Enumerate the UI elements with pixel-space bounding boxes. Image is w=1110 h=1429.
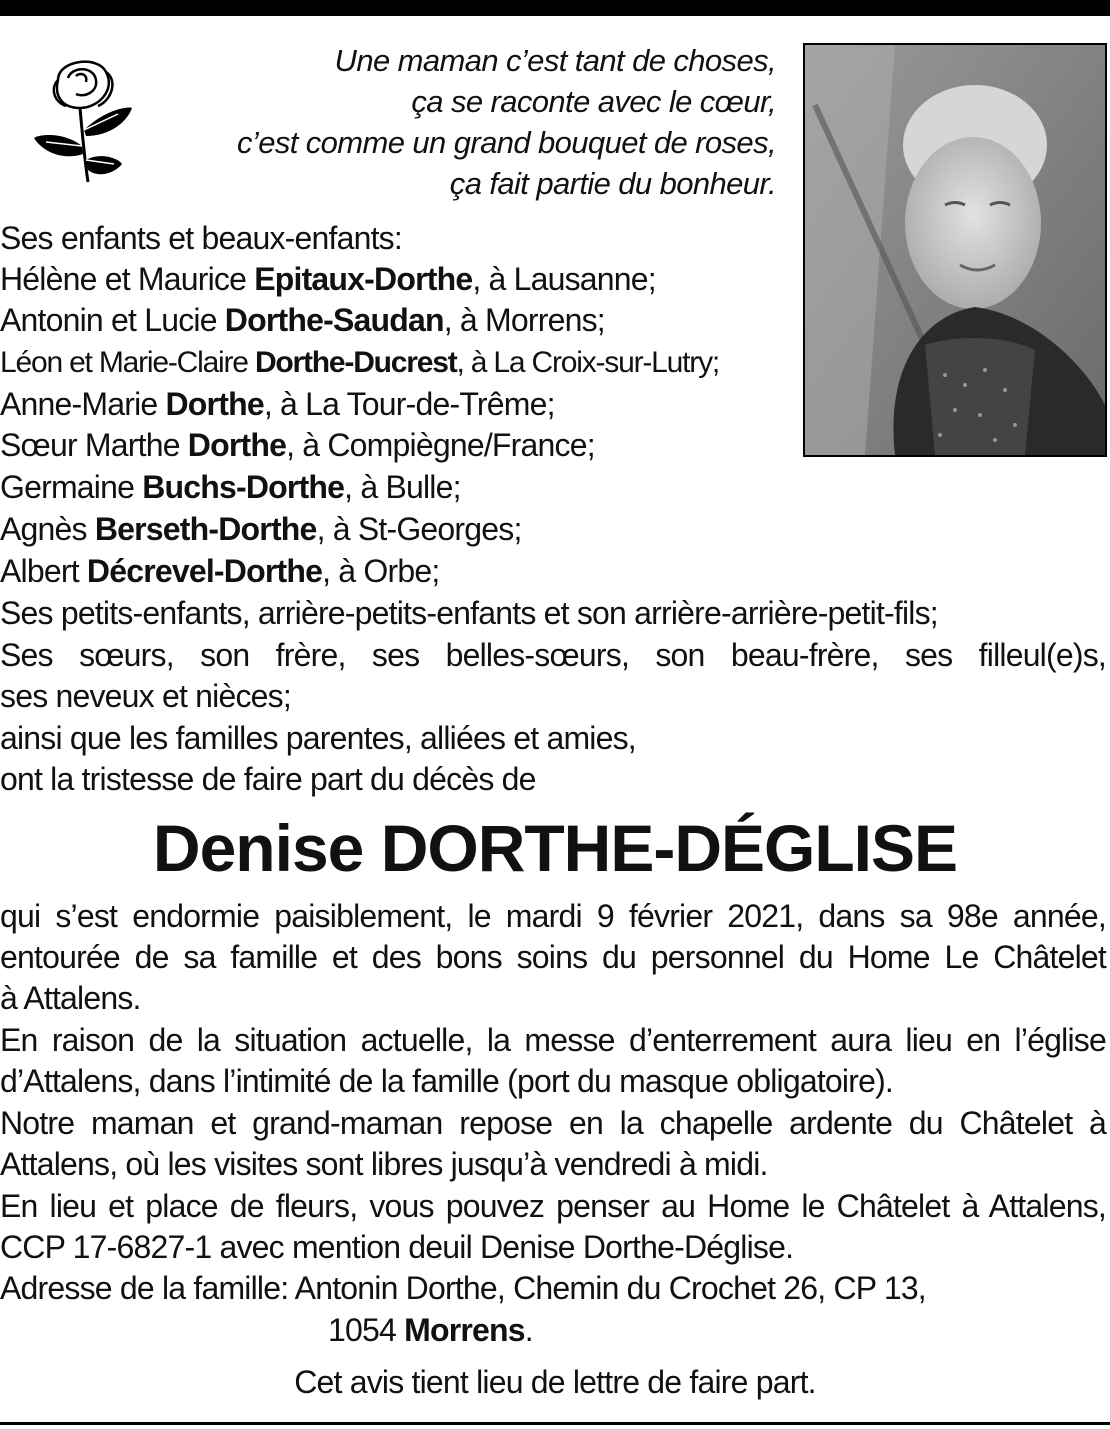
top-rule xyxy=(0,0,1110,16)
details-line: Attalens, où les visites sont libres jusqu’à vendredi à midi. xyxy=(0,1146,768,1182)
portrait-photo xyxy=(803,43,1107,457)
member-surname: Berseth-Dorthe xyxy=(94,511,317,547)
details-line: à Attalens. xyxy=(0,980,141,1016)
address-locality: 1054 Morrens. xyxy=(328,1312,533,1348)
family-member: Albert Décrevel-Dorthe, à Orbe; xyxy=(0,553,440,589)
member-surname: Dorthe-Ducrest xyxy=(254,346,457,379)
family-member: Anne-Marie Dorthe, à La Tour-de-Trême; xyxy=(0,386,555,422)
poem xyxy=(156,40,776,204)
grandchildren-line: Ses petits-enfants, arrière-petits-enfants et son arrière-arrière-petit-fils; xyxy=(0,595,938,631)
announcement-line: ont la tristesse de faire part du décès de xyxy=(0,761,536,797)
member-surname: Epitaux-Dorthe xyxy=(254,261,473,297)
siblings-line: ses neveux et nièces; xyxy=(0,678,291,714)
poem-line: Une maman c’est tant de choses, xyxy=(334,43,776,78)
deceased-name: Denise DORTHE-DÉGLISE xyxy=(152,811,958,885)
family-member: Sœur Marthe Dorthe, à Compiègne/France; xyxy=(0,427,595,463)
family-member: Agnès Berseth-Dorthe, à St-Georges; xyxy=(0,511,522,547)
family-member: Léon et Marie-Claire Dorthe-Ducrest, à La Croix-sur-Lutry; xyxy=(0,346,719,379)
details-line: d’Attalens, dans l’intimité de la famille (port du masque obligatoire). xyxy=(0,1063,894,1099)
member-surname: Dorthe xyxy=(187,427,287,463)
member-surname: Buchs-Dorthe xyxy=(142,469,345,505)
member-surname: Dorthe-Saudan xyxy=(224,302,444,338)
details-line: entourée de sa famille et des bons soins du personnel du Home Le Châtelet xyxy=(0,939,1106,975)
poem-line: ça se raconte avec le cœur, xyxy=(411,84,776,119)
family-intro: Ses enfants et beaux-enfants: xyxy=(0,220,402,256)
poem-line: c’est comme un grand bouquet de roses, xyxy=(237,125,776,160)
member-surname: Décrevel-Dorthe xyxy=(86,553,323,589)
family-member: Hélène et Maurice Epitaux-Dorthe, à Lausanne; xyxy=(0,261,656,297)
rose-icon xyxy=(28,50,138,190)
bottom-rule xyxy=(0,1422,1110,1425)
details-line: En raison de la situation actuelle, la messe d’enterrement aura lieu en l’église xyxy=(0,1022,1106,1058)
relatives-line: ainsi que les familles parentes, alliées et amies, xyxy=(0,720,636,756)
closing-note: Cet avis tient lieu de lettre de faire part. xyxy=(294,1364,816,1400)
details-line: En lieu et place de fleurs, vous pouvez penser au Home le Châtelet à Attalens, xyxy=(0,1188,1106,1224)
family-address: Adresse de la famille: Antonin Dorthe, Chemin du Crochet 26, CP 13, xyxy=(0,1270,926,1306)
details-line: qui s’est endormie paisiblement, le mardi 9 février 2021, dans sa 98e année, xyxy=(0,898,1106,934)
address-town: Morrens xyxy=(404,1312,525,1348)
details-line: Notre maman et grand-maman repose en la chapelle ardente du Châtelet à xyxy=(0,1105,1106,1141)
family-member: Germaine Buchs-Dorthe, à Bulle; xyxy=(0,469,461,505)
poem-line: ça fait partie du bonheur. xyxy=(449,166,776,201)
details-line: CCP 17-6827-1 avec mention deuil Denise Dorthe-Déglise. xyxy=(0,1229,794,1265)
family-member: Antonin et Lucie Dorthe-Saudan, à Morrens; xyxy=(0,302,605,338)
siblings-line: Ses sœurs, son frère, ses belles-sœurs, son beau-frère, ses filleul(e)s, xyxy=(0,637,1106,673)
member-surname: Dorthe xyxy=(165,386,264,422)
